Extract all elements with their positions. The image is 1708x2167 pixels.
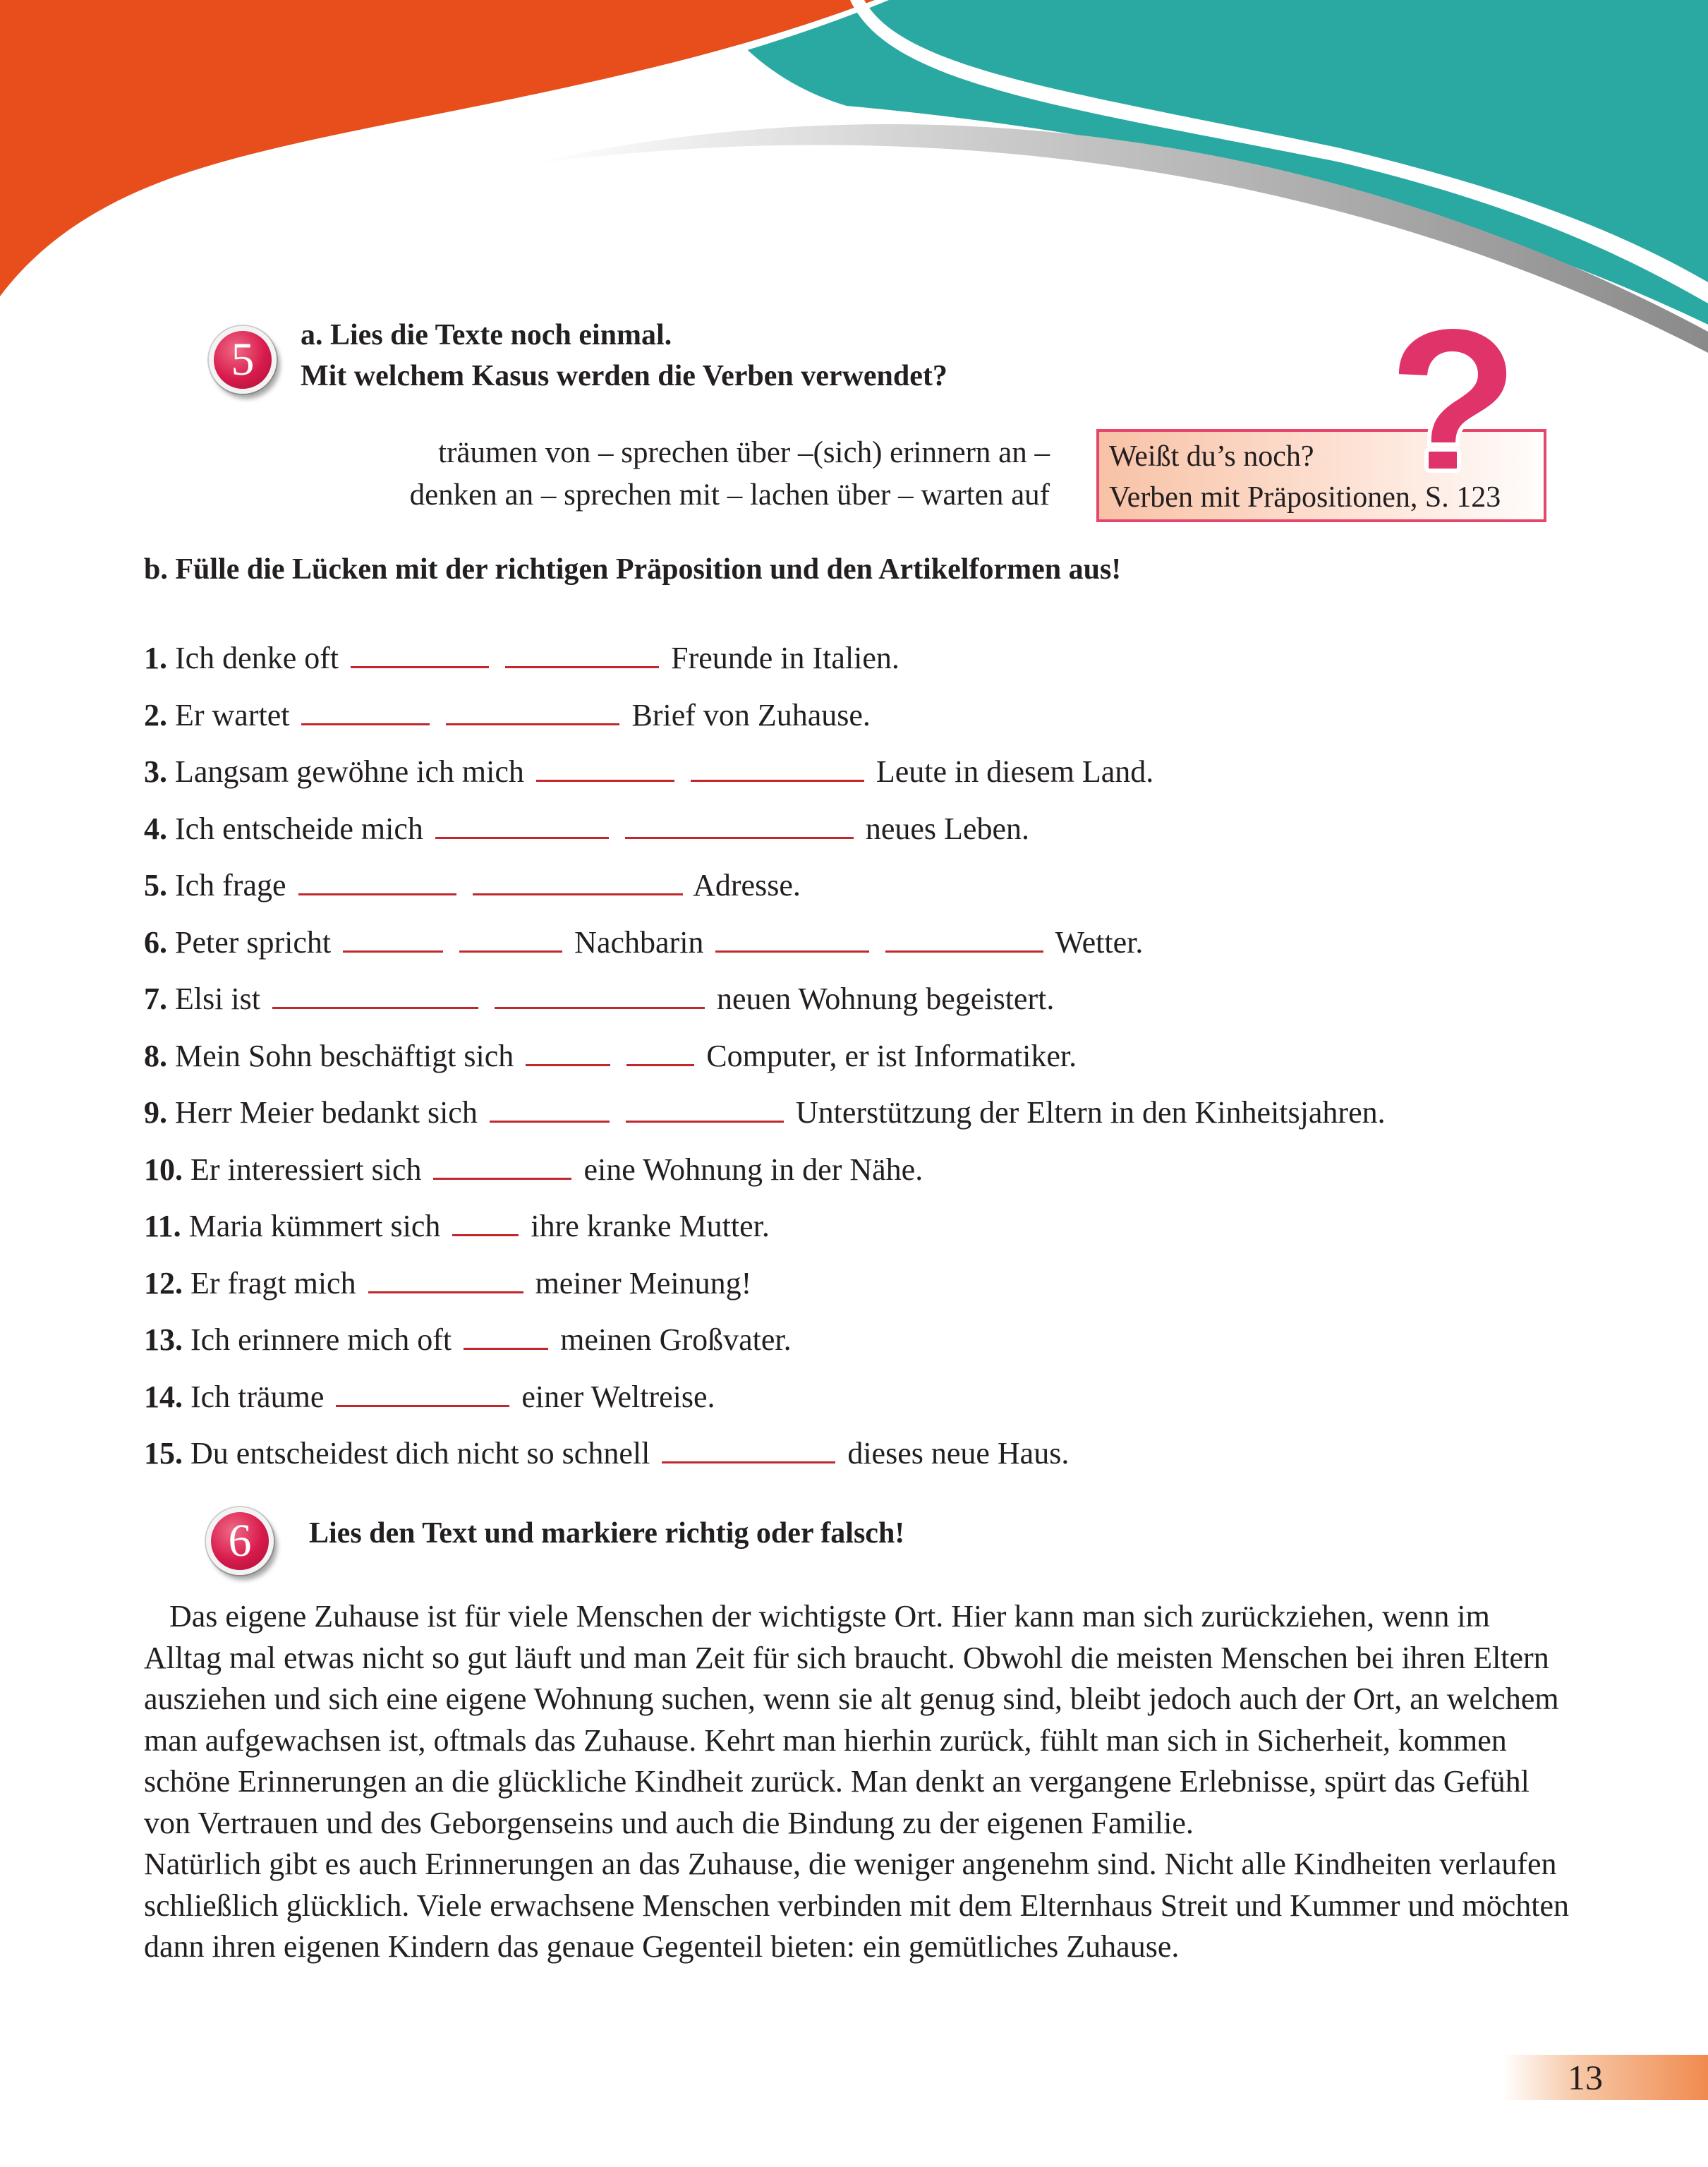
sentence-text: ihre kranke Mutter. (531, 1209, 770, 1243)
instruction-line: Mit welchem Kasus werden die Verben verwendet? (301, 360, 947, 392)
exercise-item (144, 861, 1386, 918)
answer-blank[interactable] (626, 1097, 784, 1123)
sentence-text: neues Leben. (865, 811, 1029, 846)
sentence-text: Er fragt mich (190, 1265, 356, 1300)
answer-blank[interactable] (625, 813, 854, 839)
sentence-text: Wetter. (1055, 924, 1144, 960)
sentence-text: Ich entscheide mich (175, 811, 423, 846)
answer-blank[interactable] (536, 756, 674, 782)
answer-blank[interactable] (272, 983, 478, 1009)
sentence-text: eine Wohnung in der Nähe. (583, 1152, 923, 1187)
question-mark-icon (1376, 321, 1517, 473)
verb-list (296, 432, 1050, 517)
sentence-text: Computer, er ist Informatiker. (706, 1038, 1077, 1073)
verb-list-line: träumen von – sprechen über –(sich) erinnern an – (438, 436, 1050, 469)
exercise-item (144, 634, 1386, 691)
item-number: 5. (144, 868, 167, 903)
sentence-text: neuen Wohnung begeistert. (717, 982, 1055, 1016)
answer-blank[interactable] (626, 1040, 694, 1066)
answer-blank[interactable] (301, 699, 430, 725)
answer-blank[interactable] (526, 1040, 610, 1066)
answer-blank[interactable] (495, 983, 705, 1009)
answer-blank[interactable] (464, 1324, 548, 1350)
exercise-instruction: Lies den Text und markiere richtig oder falsch! (309, 1517, 905, 1550)
fill-in-exercise (144, 634, 1386, 1486)
exercise-item (144, 1372, 1386, 1430)
sentence-text: Er interessiert sich (190, 1152, 422, 1187)
sentence-text: dieses neue Haus. (847, 1436, 1070, 1471)
answer-blank[interactable] (336, 1381, 509, 1407)
sentence-text: Maria kümmert sich (188, 1209, 441, 1243)
exercise-item (144, 1032, 1386, 1089)
item-number: 7. (144, 982, 167, 1016)
exercise-item (144, 1259, 1386, 1316)
exercise-item (144, 1315, 1386, 1372)
item-number: 13. (144, 1322, 183, 1357)
answer-blank[interactable] (435, 813, 609, 839)
answer-blank[interactable] (715, 926, 869, 953)
reminder-title: Weißt du’s noch? (1109, 440, 1314, 473)
exercise-instruction-b: b. Fülle die Lücken mit der richtigen Präposition und den Artikelformen aus! (144, 553, 1122, 586)
sentence-text: Ich erinnere mich oft (190, 1322, 452, 1357)
sentence-text: Ich frage (175, 868, 286, 903)
answer-blank[interactable] (452, 1210, 519, 1236)
sentence-text: meiner Meinung! (535, 1265, 752, 1300)
exercise-number-badge: 6 (206, 1507, 274, 1575)
sentence-text: Peter spricht (175, 924, 332, 960)
answer-blank[interactable] (473, 869, 683, 895)
item-number: 10. (144, 1152, 183, 1187)
header-decoration (0, 0, 1708, 367)
answer-blank[interactable] (691, 756, 864, 782)
item-number: 12. (144, 1265, 183, 1300)
text-paragraph: Das eigene Zuhause ist für viele Menschen der wichtigste Ort. Hier kann man sich zurückziehen, wenn im Alltag mal etwas nicht so gut läuft und man Zeit für sich braucht. Obwohl die meisten Menschen bei ihren Eltern ausziehen und sich eine eigene Wohnung suchen, wenn sie alt genug sind, bleibt jedoch auch der Ort, an welchem man aufgewachsen ist, oftmals das Zuhause. Kehrt man hierhin zurück, fühlt man sich in Sicherheit, kommen schöne Erinnerungen an die glückliche Kindheit zurück. Man denkt an vergangene Erlebnisse, spürt das Gefühl von Vertrauen und des Geborgenseins und auch die Bindung zu der eigenen Familie. (144, 1599, 1559, 1840)
answer-blank[interactable] (433, 1154, 571, 1180)
exercise-item (144, 747, 1386, 804)
sentence-text: Er wartet (175, 697, 290, 732)
exercise-item (144, 1145, 1386, 1202)
sentence-text: Brief von Zuhause. (631, 697, 871, 732)
answer-blank[interactable] (298, 869, 456, 895)
sentence-text: Du entscheidest dich nicht so schnell (190, 1436, 650, 1471)
instruction-line: a. Lies die Texte noch einmal. (301, 319, 672, 351)
answer-blank[interactable] (885, 926, 1043, 953)
sentence-text: meinen Großvater. (560, 1322, 792, 1357)
reminder-reference: Verben mit Präpositionen, S. 123 (1109, 481, 1501, 514)
sentence-text: Mein Sohn beschäftigt sich (175, 1038, 514, 1073)
sentence-text: einer Weltreise. (521, 1379, 715, 1414)
sentence-text: Ich denke oft (175, 641, 339, 675)
answer-blank[interactable] (368, 1267, 523, 1293)
item-number: 1. (144, 641, 167, 675)
item-number: 6. (144, 924, 167, 960)
answer-blank[interactable] (351, 642, 489, 668)
sentence-text: Ich träume (190, 1379, 325, 1414)
item-number: 15. (144, 1436, 183, 1471)
answer-blank[interactable] (490, 1097, 610, 1123)
sentence-text: Langsam gewöhne ich mich (175, 754, 524, 789)
answer-blank[interactable] (459, 926, 562, 953)
sentence-text: Unterstützung der Eltern in den Kinheitsjahren. (795, 1095, 1386, 1130)
text-paragraph: Natürlich gibt es auch Erinnerungen an das Zuhause, die weniger angenehm sind. Nicht alle Kindheiten verlaufen schließlich glücklich. Viele erwachsene Menschen verbinden mit dem Elternhaus Streit und Kummer und möchten dann ihren eigenen Kindern das genaue Gegenteil bieten: ein gemütliches Zuhause. (144, 1847, 1569, 1964)
sentence-text: Leute in diesem Land. (876, 754, 1154, 789)
reading-text (144, 1596, 1569, 1968)
page-number: 13 (1568, 2058, 1603, 2097)
sentence-text: Herr Meier bedankt sich (175, 1095, 478, 1130)
sentence-text: Nachbarin (574, 924, 704, 960)
exercise-item (144, 804, 1386, 862)
page-number-bar (1503, 2055, 1708, 2100)
exercise-item (144, 1202, 1386, 1259)
item-number: 3. (144, 754, 167, 789)
item-number: 2. (144, 697, 167, 732)
item-number: 9. (144, 1095, 167, 1130)
exercise-item (144, 918, 1386, 975)
sentence-text: Elsi ist (175, 982, 261, 1016)
verb-list-line: denken an – sprechen mit – lachen über – warten auf (409, 478, 1050, 512)
exercise-item (144, 974, 1386, 1032)
exercise-number-badge: 5 (209, 326, 277, 394)
exercise-item (144, 691, 1386, 748)
exercise-item (144, 1088, 1386, 1145)
answer-blank[interactable] (662, 1437, 835, 1463)
exercise-item (144, 1429, 1386, 1486)
answer-blank[interactable] (446, 699, 619, 725)
item-number: 8. (144, 1038, 167, 1073)
item-number: 11. (144, 1209, 181, 1243)
exercise-instruction (301, 315, 947, 397)
item-number: 14. (144, 1379, 183, 1414)
sentence-text: Freunde in Italien. (671, 641, 900, 675)
answer-blank[interactable] (505, 642, 659, 668)
answer-blank[interactable] (343, 926, 443, 953)
sentence-text: Adresse. (693, 868, 801, 903)
item-number: 4. (144, 811, 167, 846)
